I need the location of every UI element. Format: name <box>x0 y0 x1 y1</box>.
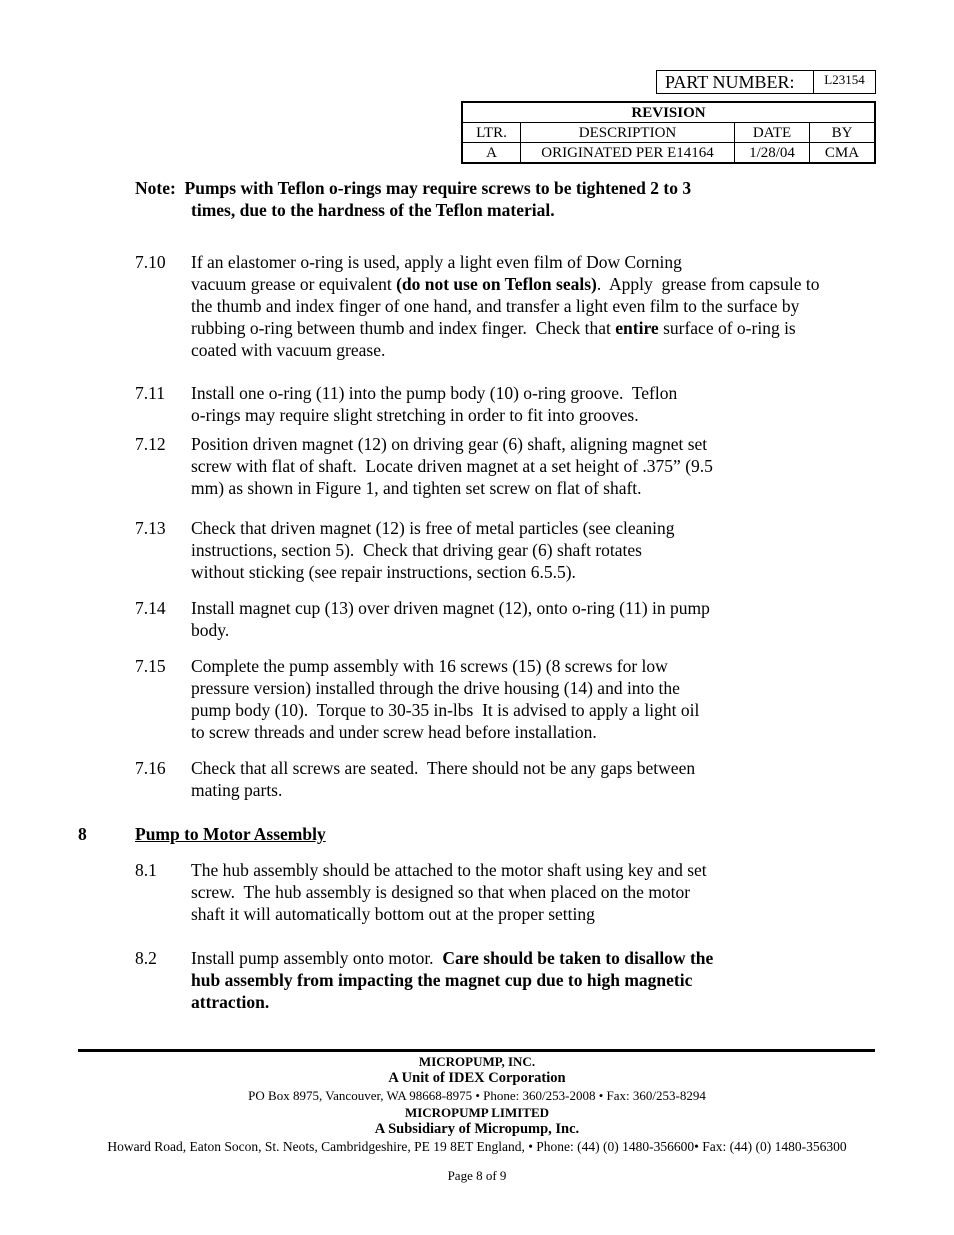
step-line: rubbing o-ring between thumb and index finger. Check that entire surface of o-ring is <box>191 318 796 338</box>
revision-col-by: BY <box>810 123 876 143</box>
part-number-label: PART NUMBER: <box>657 71 814 93</box>
revision-cell-by: CMA <box>810 143 876 164</box>
page-number: Page 8 of 9 <box>447 1168 507 1183</box>
step-number: 7.16 <box>135 758 166 778</box>
footer-company1-address: PO Box 8975, Vancouver, WA 98668-8975 • Phone: 360/253-2008 • Fax: 360/253-8294 <box>248 1088 706 1103</box>
step-line: attraction. <box>191 992 270 1012</box>
step-number: 7.15 <box>135 656 166 676</box>
step-number: 7.10 <box>135 252 166 272</box>
step-line: pump body (10). Torque to 30-35 in-lbs It is advised to apply a light oil <box>191 700 700 720</box>
step-line: Install one o-ring (11) into the pump body (10) o-ring groove. Teflon <box>191 383 678 403</box>
footer-divider <box>78 1049 875 1052</box>
step-line: the thumb and index finger of one hand, and transfer a light even film to the surface by <box>191 296 800 316</box>
step-text <box>191 597 710 641</box>
step-line: mm) as shown in Figure 1, and tighten set screw on flat of shaft. <box>191 478 642 498</box>
step-text <box>191 433 713 499</box>
step-line: to screw threads and under screw head before installation. <box>191 722 597 742</box>
step-line: o-rings may require slight stretching in order to fit into grooves. <box>191 405 639 425</box>
step-number: 7.11 <box>135 383 165 403</box>
footer-company1-name: MICROPUMP, INC. <box>418 1054 536 1069</box>
step-number: 8.2 <box>135 948 157 968</box>
step-line: instructions, section 5). Check that driving gear (6) shaft rotates <box>191 540 642 560</box>
step-line: without sticking (see repair instructions, section 6.5.5). <box>191 562 576 582</box>
step-number: 8.1 <box>135 860 157 880</box>
footer-company1-sub: A Unit of IDEX Corporation <box>388 1070 566 1086</box>
revision-col-description: DESCRIPTION <box>521 123 735 143</box>
step-line: Position driven magnet (12) on driving gear (6) shaft, aligning magnet set <box>191 434 708 454</box>
teflon-note <box>135 177 691 221</box>
step-line: screw with flat of shaft. Locate driven magnet at a set height of .375” (9.5 <box>191 456 713 476</box>
step-line: body. <box>191 620 230 640</box>
step-line: If an elastomer o-ring is used, apply a light even film of Dow Corning <box>191 252 682 272</box>
section-number: 8 <box>78 824 87 844</box>
step-number: 7.14 <box>135 598 166 618</box>
section-heading <box>78 823 326 845</box>
revision-title: REVISION <box>462 102 875 123</box>
revision-col-ltr: LTR. <box>462 123 521 143</box>
footer-company2-name: MICROPUMP LIMITED <box>404 1105 550 1120</box>
step-line: hub assembly from impacting the magnet cup due to high magnetic <box>191 970 693 990</box>
revision-cell-description: ORIGINATED PER E14164 <box>521 143 735 164</box>
step-number: 7.12 <box>135 434 166 454</box>
revision-cell-date: 1/28/04 <box>735 143 810 164</box>
step-text <box>191 655 699 743</box>
footer-company2-address: Howard Road, Eaton Socon, St. Neots, Cambridgeshire, PE 19 8ET England, • Phone: (44) (0) 1480-356600• Fax: (44) (0) 1480-356300 <box>107 1139 847 1154</box>
footer-company2-sub: A Subsidiary of Micropump, Inc. <box>374 1121 580 1137</box>
note-line-2: times, due to the hardness of the Teflon material. <box>191 200 555 220</box>
step-line: Install magnet cup (13) over driven magnet (12), onto o-ring (11) in pump <box>191 598 710 618</box>
revision-table <box>461 101 876 164</box>
step-text <box>191 251 819 361</box>
step-line: vacuum grease or equivalent (do not use on Teflon seals). Apply grease from capsule to <box>191 274 820 294</box>
step-text <box>191 382 677 426</box>
step-line: screw. The hub assembly is designed so that when placed on the motor <box>191 882 691 902</box>
step-line: Check that driven magnet (12) is free of metal particles (see cleaning <box>191 518 675 538</box>
part-number-value: L23154 <box>824 72 865 87</box>
revision-row <box>462 143 875 164</box>
step-text <box>191 757 695 801</box>
revision-header-row <box>462 123 875 143</box>
step-text <box>191 947 713 1013</box>
step-line: mating parts. <box>191 780 283 800</box>
section-title: Pump to Motor Assembly <box>135 824 326 844</box>
note-line-1: Note: Pumps with Teflon o-rings may require screws to be tightened 2 to 3 <box>135 178 692 198</box>
step-line: The hub assembly should be attached to the motor shaft using key and set <box>191 860 707 880</box>
step-line: Install pump assembly onto motor. Care should be taken to disallow the <box>191 948 714 968</box>
step-line: shaft it will automatically bottom out at the proper setting <box>191 904 595 924</box>
step-text <box>191 517 674 583</box>
step-line: pressure version) installed through the drive housing (14) and into the <box>191 678 680 698</box>
step-text <box>191 859 707 925</box>
step-line: Complete the pump assembly with 16 screws (15) (8 screws for low <box>191 656 668 676</box>
revision-cell-ltr: A <box>462 143 521 164</box>
step-line: Check that all screws are seated. There should not be any gaps between <box>191 758 696 778</box>
revision-col-date: DATE <box>735 123 810 143</box>
step-number: 7.13 <box>135 518 166 538</box>
footer-company1 <box>0 1053 954 1155</box>
part-number-box <box>656 70 876 94</box>
step-line: coated with vacuum grease. <box>191 340 386 360</box>
